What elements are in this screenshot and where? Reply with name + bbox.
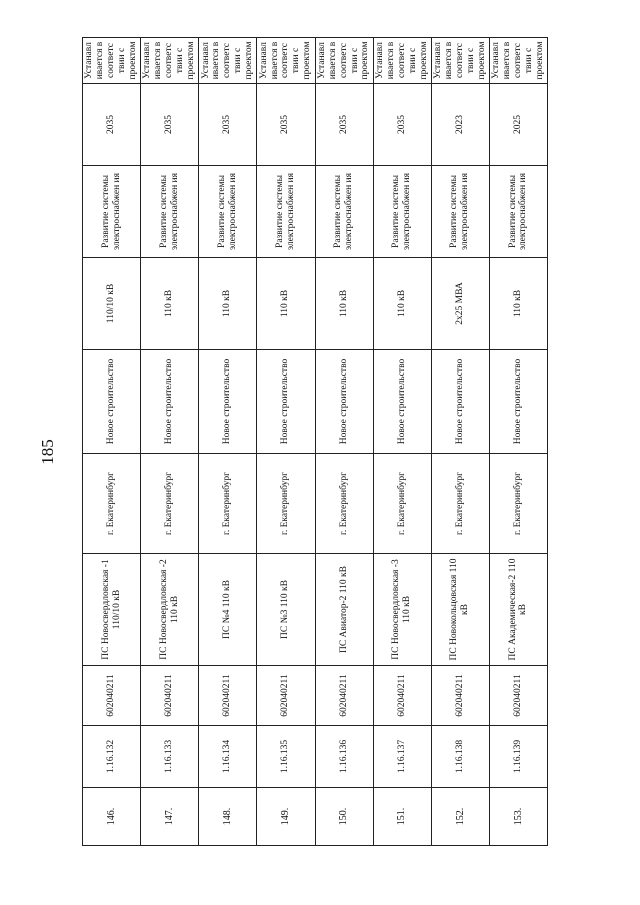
object-parameter: 110 кВ bbox=[489, 258, 547, 350]
completion-year: 2035 bbox=[199, 84, 257, 166]
completion-year: 2025 bbox=[489, 84, 547, 166]
object-code: 1.16.133 bbox=[141, 726, 199, 788]
object-name: ПС Академическая-2 110 кВ bbox=[489, 554, 547, 666]
object-parameter: 110 кВ bbox=[141, 258, 199, 350]
object-location: г. Екатеринбург bbox=[489, 454, 547, 554]
object-purpose: Развитие системы электроснабжен ия bbox=[489, 166, 547, 258]
object-purpose: Развитие системы электроснабжен ия bbox=[431, 166, 489, 258]
table-row bbox=[141, 38, 199, 846]
object-note: Устанавливается в соответствии с проектом bbox=[141, 38, 199, 84]
object-parameter: 110 кВ bbox=[315, 258, 373, 350]
organization-code: 602040211 bbox=[257, 666, 315, 726]
completion-year: 2035 bbox=[141, 84, 199, 166]
construction-type: Новое строительство bbox=[141, 350, 199, 454]
object-note: Устанавливается в соответствии с проектом bbox=[199, 38, 257, 84]
completion-year: 2035 bbox=[373, 84, 431, 166]
row-number: 147. bbox=[141, 788, 199, 846]
rotated-table-container bbox=[82, 38, 548, 846]
table-row bbox=[257, 38, 315, 846]
object-note: Устанавливается в соответствии с проектом bbox=[315, 38, 373, 84]
table-row bbox=[489, 38, 547, 846]
organization-code: 602040211 bbox=[83, 666, 141, 726]
construction-type: Новое строительство bbox=[257, 350, 315, 454]
table-row bbox=[373, 38, 431, 846]
object-purpose: Развитие системы электроснабжен ия bbox=[141, 166, 199, 258]
row-number: 151. bbox=[373, 788, 431, 846]
object-parameter: 2x25 МВА bbox=[431, 258, 489, 350]
object-note: Устанавливается в соответствии с проектом bbox=[257, 38, 315, 84]
construction-type: Новое строительство bbox=[431, 350, 489, 454]
construction-type: Новое строительство bbox=[83, 350, 141, 454]
organization-code: 602040211 bbox=[431, 666, 489, 726]
row-number: 146. bbox=[83, 788, 141, 846]
row-number: 148. bbox=[199, 788, 257, 846]
infrastructure-table bbox=[82, 37, 548, 846]
object-name: ПС №3 110 кВ bbox=[257, 554, 315, 666]
completion-year: 2035 bbox=[257, 84, 315, 166]
object-purpose: Развитие системы электроснабжен ия bbox=[315, 166, 373, 258]
object-code: 1.16.135 bbox=[257, 726, 315, 788]
object-code: 1.16.137 bbox=[373, 726, 431, 788]
object-location: г. Екатеринбург bbox=[199, 454, 257, 554]
completion-year: 2035 bbox=[315, 84, 373, 166]
table-row bbox=[83, 38, 141, 846]
object-code: 1.16.136 bbox=[315, 726, 373, 788]
object-parameter: 110 кВ bbox=[257, 258, 315, 350]
construction-type: Новое строительство bbox=[489, 350, 547, 454]
organization-code: 602040211 bbox=[489, 666, 547, 726]
object-location: г. Екатеринбург bbox=[431, 454, 489, 554]
object-parameter: 110 кВ bbox=[199, 258, 257, 350]
table-row bbox=[431, 38, 489, 846]
object-location: г. Екатеринбург bbox=[83, 454, 141, 554]
object-location: г. Екатеринбург bbox=[141, 454, 199, 554]
completion-year: 2035 bbox=[83, 84, 141, 166]
organization-code: 602040211 bbox=[315, 666, 373, 726]
table-row bbox=[199, 38, 257, 846]
object-name: ПС №4 110 кВ bbox=[199, 554, 257, 666]
object-parameter: 110/10 кВ bbox=[83, 258, 141, 350]
organization-code: 602040211 bbox=[199, 666, 257, 726]
object-location: г. Екатеринбург bbox=[257, 454, 315, 554]
organization-code: 602040211 bbox=[373, 666, 431, 726]
row-number: 152. bbox=[431, 788, 489, 846]
object-note: Устанавливается в соответствии с проектом bbox=[83, 38, 141, 84]
completion-year: 2023 bbox=[431, 84, 489, 166]
object-code: 1.16.138 bbox=[431, 726, 489, 788]
object-code: 1.16.139 bbox=[489, 726, 547, 788]
construction-type: Новое строительство bbox=[373, 350, 431, 454]
object-name: ПС Новосвердловская -2 110 кВ bbox=[141, 554, 199, 666]
table-row bbox=[315, 38, 373, 846]
row-number: 150. bbox=[315, 788, 373, 846]
page-number: 185 bbox=[38, 439, 57, 465]
object-note: Устанавливается в соответствии с проектом bbox=[373, 38, 431, 84]
organization-code: 602040211 bbox=[141, 666, 199, 726]
construction-type: Новое строительство bbox=[315, 350, 373, 454]
row-number: 153. bbox=[489, 788, 547, 846]
object-code: 1.16.132 bbox=[83, 726, 141, 788]
object-purpose: Развитие системы электроснабжен ия bbox=[373, 166, 431, 258]
object-note: Устанавливается в соответствии с проектом bbox=[431, 38, 489, 84]
object-location: г. Екатеринбург bbox=[315, 454, 373, 554]
construction-type: Новое строительство bbox=[199, 350, 257, 454]
object-note: Устанавливается в соответствии с проектом bbox=[489, 38, 547, 84]
object-name: ПС Новокольцовская 110 кВ bbox=[431, 554, 489, 666]
object-purpose: Развитие системы электроснабжен ия bbox=[83, 166, 141, 258]
object-code: 1.16.134 bbox=[199, 726, 257, 788]
object-name: ПС Новосвердловская -1 110/10 кВ bbox=[83, 554, 141, 666]
row-number: 149. bbox=[257, 788, 315, 846]
object-parameter: 110 кВ bbox=[373, 258, 431, 350]
object-purpose: Развитие системы электроснабжен ия bbox=[257, 166, 315, 258]
object-purpose: Развитие системы электроснабжен ия bbox=[199, 166, 257, 258]
object-name: ПС Авиатор-2 110 кВ bbox=[315, 554, 373, 666]
object-name: ПС Новосвердловская -3 110 кВ bbox=[373, 554, 431, 666]
object-location: г. Екатеринбург bbox=[373, 454, 431, 554]
